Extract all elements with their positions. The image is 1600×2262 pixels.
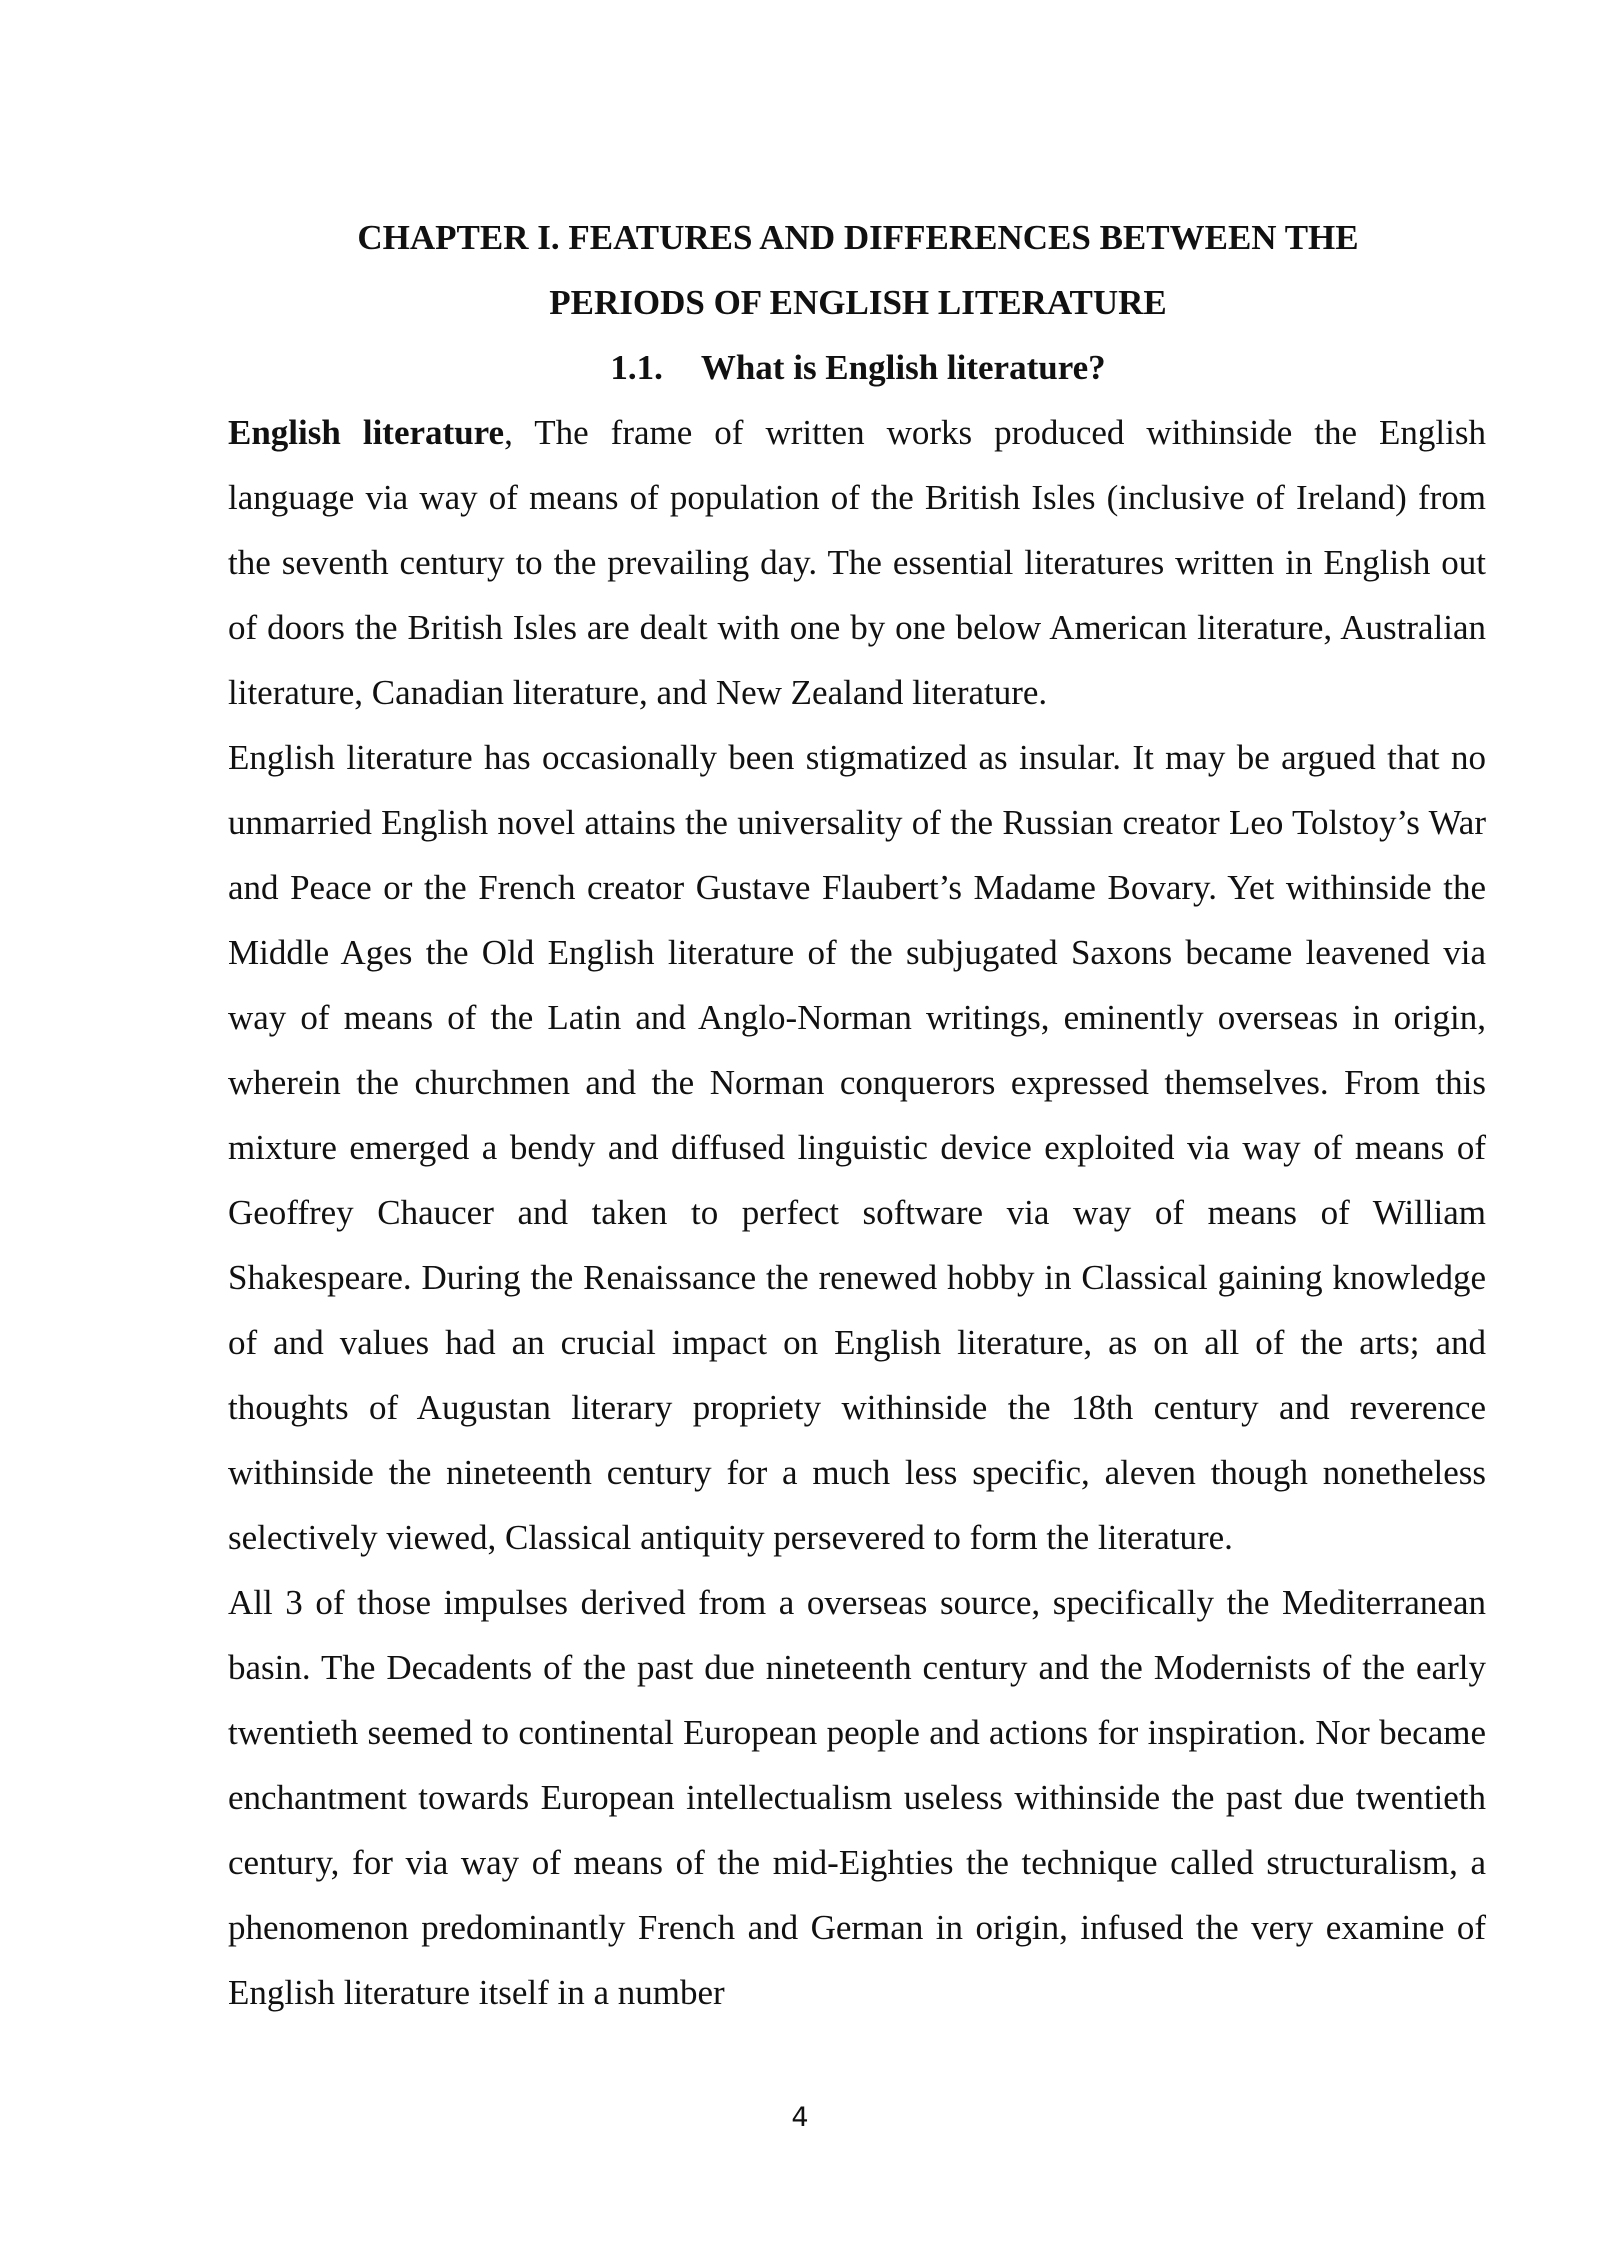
paragraph-1-text: , The frame of written works produced withinside the English language via way of means of population of the British Isles (inclusive of Ireland) from the seventh century to the prevailing day. The essential literatures written in English out of doors the British Isles are dealt with one by one below American literature, Australian literature, Canadian literature, and New Zealand literature. [228, 413, 1486, 712]
paragraph-2: English literature has occasionally been stigmatized as insular. It may be argued that no unmarried English novel attains the universality of the Russian creator Leo Tolstoy’s War and Peace or the French creator Gustave Flaubert’s Madame Bovary. Yet withinside the Middle Ages the Old English literature of the subjugated Saxons became leavened via way of means of the Latin and Anglo-Norman writings, eminently overseas in origin, wherein the churchmen and the Norman conquerors expressed themselves. From this mixture emerged a bendy and diffused linguistic device exploited via way of means of Geoffrey Chaucer and taken to perfect software via way of means of William Shakespeare. During the Renaissance the renewed hobby in Classical gaining knowledge of and values had an crucial impact on English literature, as on all of the arts; and thoughts of Augustan literary propriety withinside the 18th century and reverence withinside the nineteenth century for a much less specific, aleven though nonetheless selectively viewed, Classical antiquity persevered to form the literature. [228, 738, 1486, 1557]
page-number: 4 [791, 2102, 809, 2133]
paragraph-3: All 3 of those impulses derived from a overseas source, specifically the Mediterranean basin. The Decadents of the past due nineteenth century and the Modernists of the early twentieth seemed to continental European people and actions for inspiration. Nor became enchantment towards European intellectualism useless withinside the past due twentieth century, for via way of means of the mid-Eighties the technique called structuralism, a phenomenon predominantly French and German in origin, infused the very examine of English literature itself in a number [228, 1583, 1486, 2012]
paragraph-1 [228, 400, 1486, 725]
section-title: What is English literature? [700, 348, 1106, 387]
chapter-title [228, 205, 1488, 335]
defined-term: English literature [228, 413, 505, 452]
section-number: 1.1. [610, 348, 663, 387]
body-text [228, 400, 1486, 2025]
chapter-title-line-1: CHAPTER I. FEATURES AND DIFFERENCES BETWEEN THE [357, 218, 1359, 257]
section-heading [228, 335, 1488, 400]
chapter-title-line-2: PERIODS OF ENGLISH LITERATURE [549, 283, 1167, 322]
